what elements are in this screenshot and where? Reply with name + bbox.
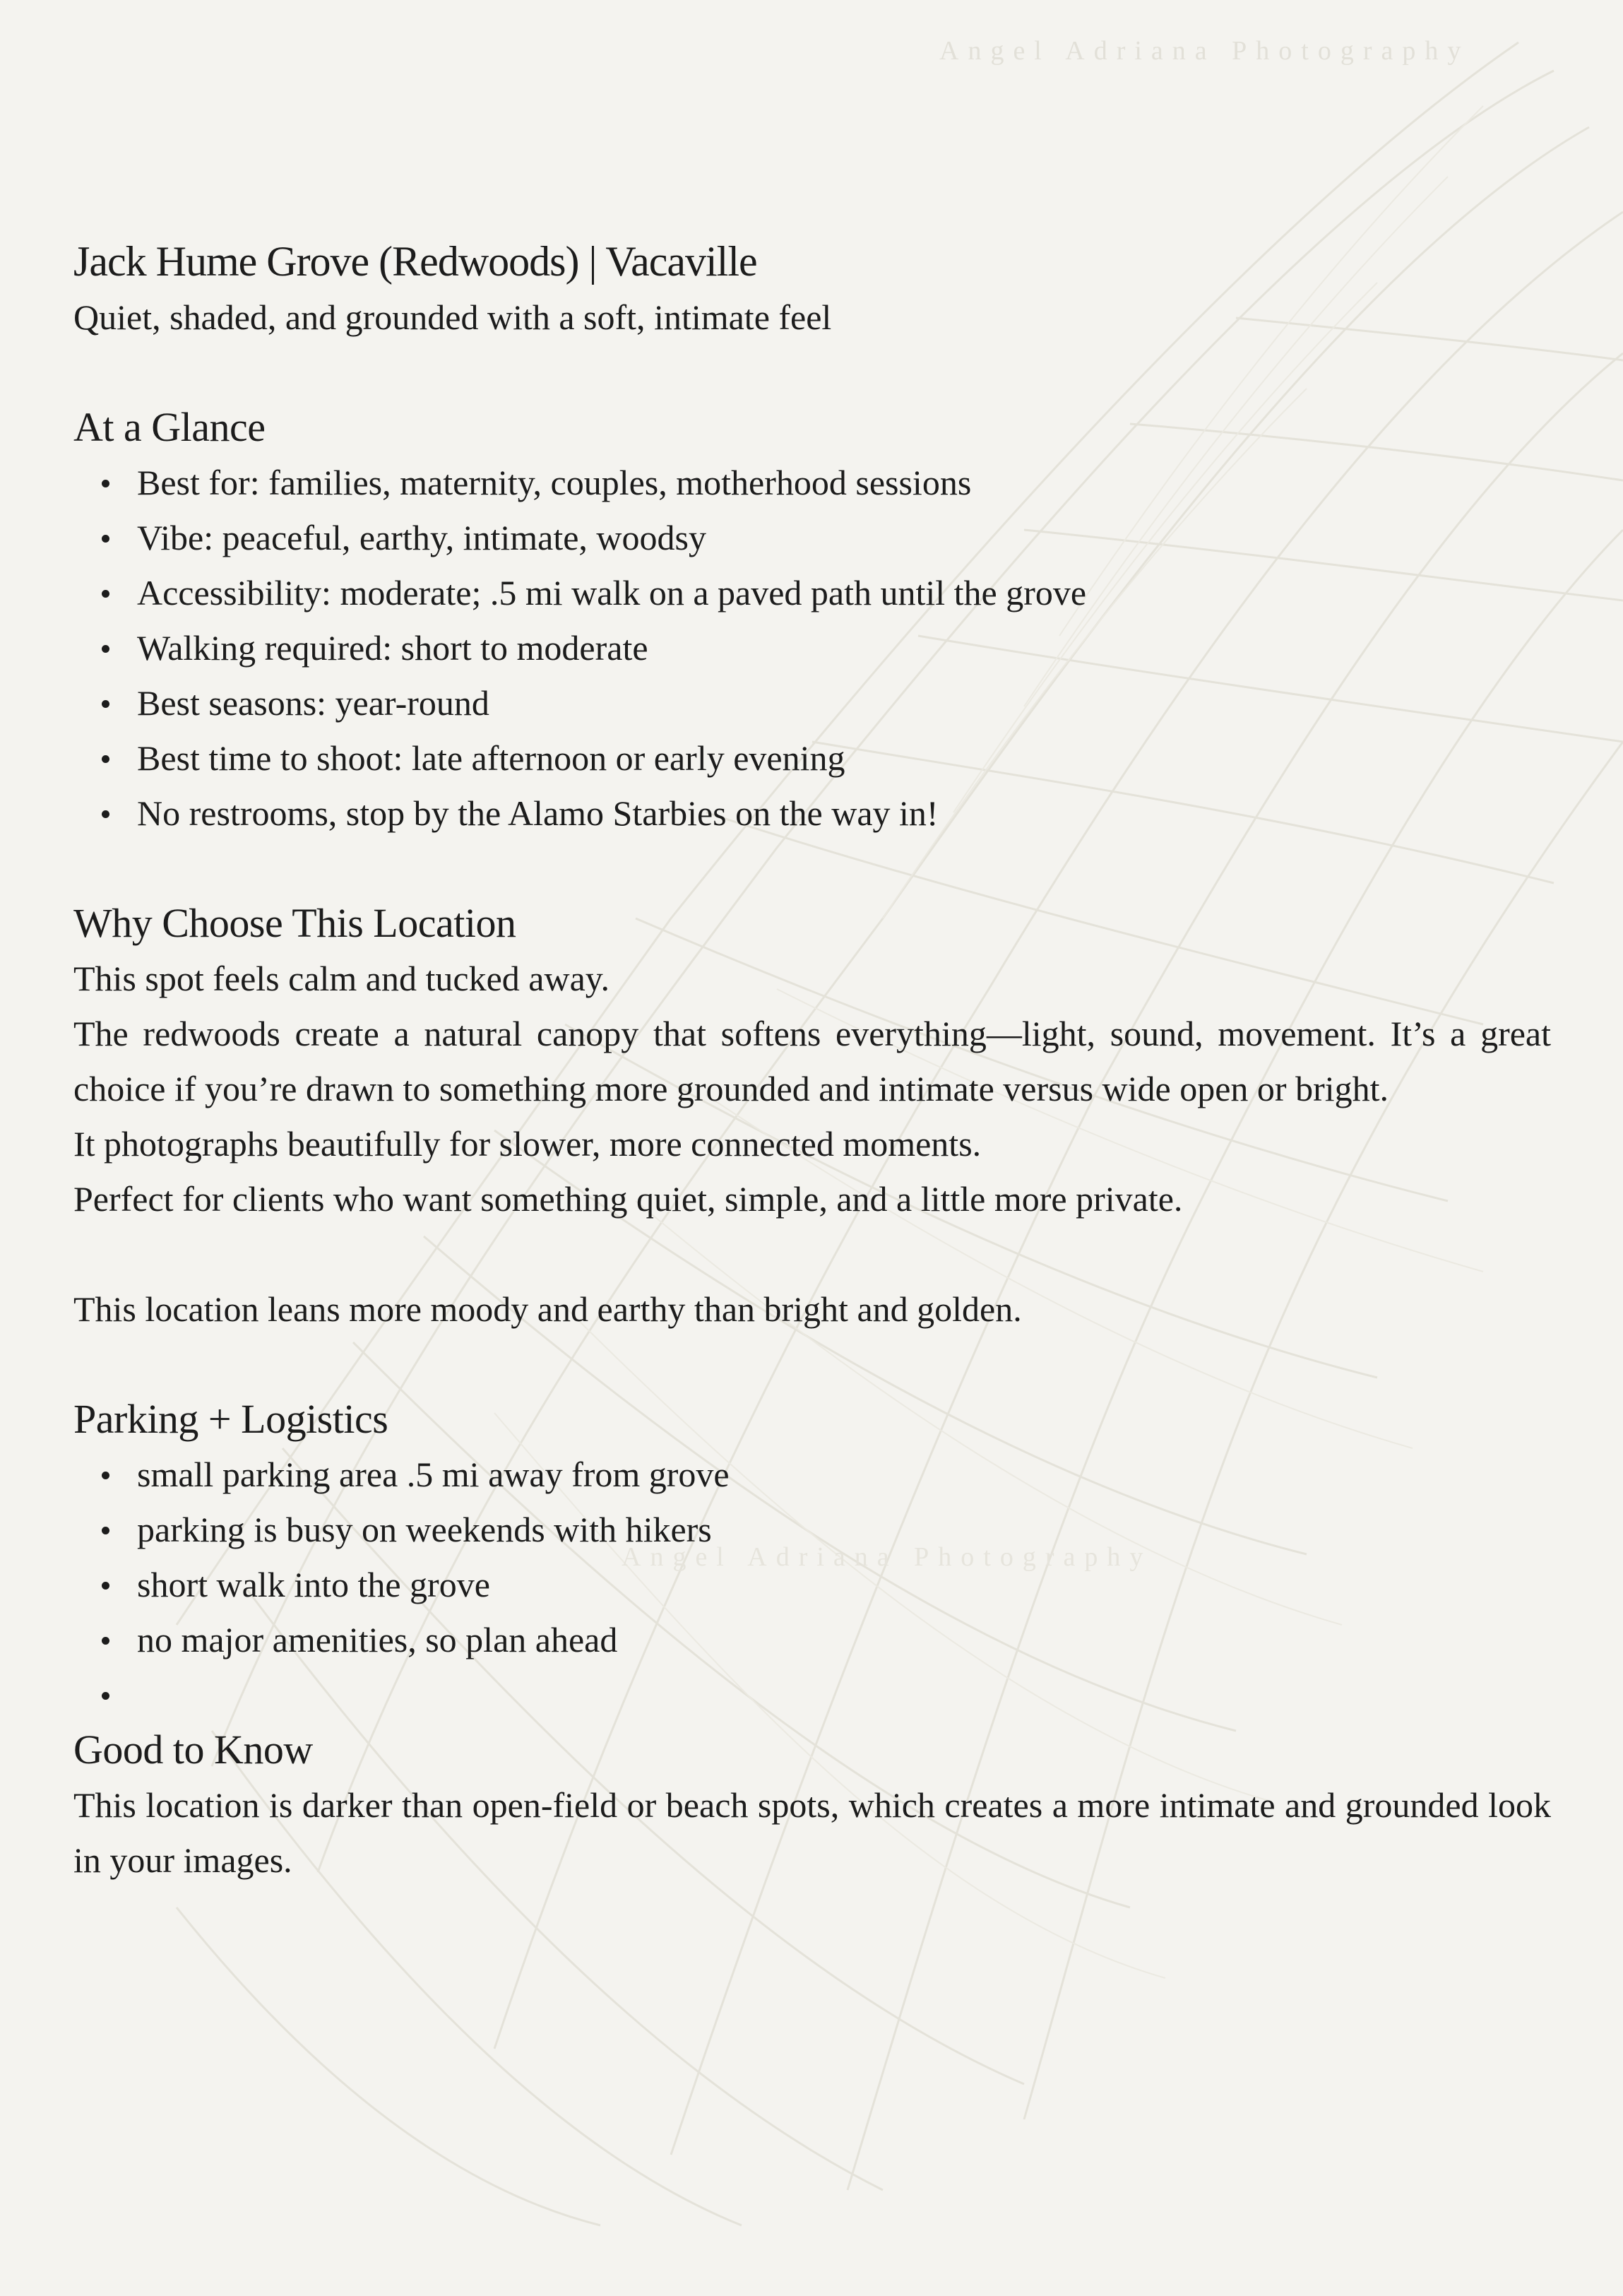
why-choose-paragraph: The redwoods create a natural canopy that softens everything—light, sound, movement. It’s a great choice if you’re drawn to something more grounded and intimate versus wide open or bright. (73, 1014, 1551, 1108)
list-item: no major amenities, so plan ahead (137, 1612, 1551, 1667)
parking-list (73, 1447, 1551, 1722)
why-choose-heading: Why Choose This Location (73, 900, 516, 946)
mood-note: This location leans more moody and earthy than bright and golden. (73, 1289, 1022, 1329)
page-subtitle: Quiet, shaded, and grounded with a soft, intimate feel (73, 297, 832, 337)
list-item: Best seasons: year-round (137, 675, 1551, 730)
parking-heading: Parking + Logistics (73, 1396, 388, 1442)
good-to-know-heading: Good to Know (73, 1727, 313, 1773)
at-a-glance-heading: At a Glance (73, 404, 266, 450)
page-title: Jack Hume Grove (Redwoods) | Vacaville (73, 238, 757, 285)
document-body (73, 233, 1551, 1888)
list-item: small parking area .5 mi away from grove (137, 1447, 1551, 1502)
why-choose-paragraph: It photographs beautifully for slower, more connected moments. (73, 1124, 982, 1164)
list-item-empty (137, 1667, 1551, 1722)
good-to-know-text: This location is darker than open-field or beach spots, which creates a more intimate and grounded look in your images. (73, 1785, 1551, 1880)
list-item: Accessibility: moderate; .5 mi walk on a paved path until the grove (137, 565, 1551, 620)
list-item: Best time to shoot: late afternoon or early evening (137, 730, 1551, 786)
list-item: Vibe: peaceful, earthy, intimate, woodsy (137, 510, 1551, 565)
list-item: short walk into the grove (137, 1557, 1551, 1612)
list-item: Best for: families, maternity, couples, motherhood sessions (137, 455, 1551, 510)
list-item: parking is busy on weekends with hikers (137, 1502, 1551, 1557)
why-choose-paragraph: This spot feels calm and tucked away. (73, 959, 610, 998)
why-choose-paragraph: Perfect for clients who want something quiet, simple, and a little more private. (73, 1179, 1183, 1219)
at-a-glance-list (73, 455, 1551, 841)
list-item: No restrooms, stop by the Alamo Starbies on the way in! (137, 786, 1551, 841)
watermark-top: Angel Adriana Photography (939, 36, 1470, 66)
watermark-center: Angel Adriana Photography (622, 1542, 1153, 1572)
list-item: Walking required: short to moderate (137, 620, 1551, 675)
